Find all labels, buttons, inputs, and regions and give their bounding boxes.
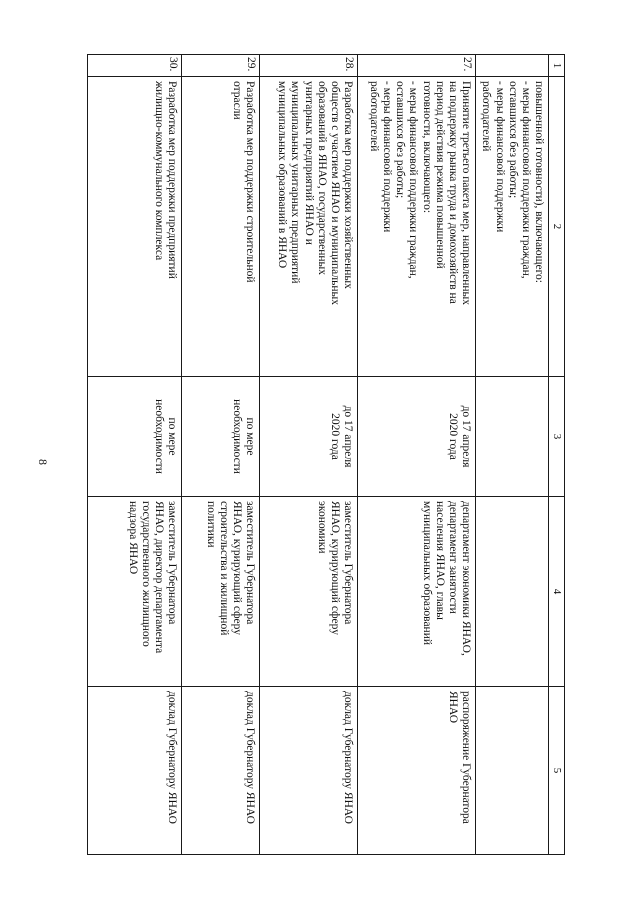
measure-cell-line: Разработка мер поддержки предприятий [166,81,179,279]
measure-cell-line: унитарных предприятий ЯНАО и [302,81,315,245]
header-col-2: 2 [549,77,565,377]
responsible-cell [88,497,182,687]
completion-form-cell [358,687,476,855]
completion-form-cell-line: доклад Губернатору ЯНАО [244,691,257,824]
measure-cell-line: оставшихся без работы; [506,81,519,199]
completion-form-cell [182,687,260,855]
measure-cell-line: - меры финансовой поддержки граждан, [520,81,533,279]
measure-cell-line: - меры финансовой поддержки [380,81,393,233]
rotated-table-container [105,54,565,854]
responsible-cell-line: департамент занятости [447,501,460,614]
completion-form-cell-line: распоряжение Губернатора [460,691,473,824]
responsible-cell-line: государственного жилищного [139,501,152,647]
deadline-cell-line: до 17 апреля [460,405,473,468]
deadline-cell [476,377,549,497]
measure-cell-line: оставшихся без работы; [394,81,407,199]
measure-cell-line: готовности, включающего: [420,81,433,214]
completion-form-cell-line: доклад Губернатору ЯНАО [342,691,355,824]
measure-cell-line: - меры финансовой поддержки [493,81,506,233]
table-row [182,55,260,855]
measure-cell-line: муниципальных образований в ЯНАО [276,81,289,269]
measure-cell [476,77,549,377]
completion-form-cell-line: ЯНАО [447,691,460,724]
table-row [476,55,549,855]
measure-cell-line: отрасли [231,81,244,120]
measures-table [87,54,565,855]
responsible-cell-line: политики [204,501,217,548]
table-row [358,55,476,855]
deadline-cell-line: необходимости [153,399,166,474]
deadline-cell-line: до 17 апреля [342,405,355,468]
deadline-cell-line: необходимости [231,399,244,474]
deadline-cell-line: 2020 года [329,413,342,460]
responsible-cell-line: заместитель Губернатора [244,501,257,625]
header-col-3: 3 [549,377,565,497]
responsible-cell-line: муниципальных образований [420,501,433,646]
completion-form-cell [260,687,358,855]
header-col-4: 4 [549,497,565,687]
responsible-cell-line: населения ЯНАО, главы [433,501,446,620]
responsible-cell-line: заместитель Губернатора [166,501,179,625]
responsible-cell-line: надзора ЯНАО [126,501,139,575]
deadline-cell [182,377,260,497]
measure-cell-line: муниципальных унитарных предприятий [289,81,302,284]
measure-cell-line: Разработка мер поддержки хозяйственных [342,81,355,289]
responsible-cell-line: департамент экономики ЯНАО, [460,501,473,656]
measure-cell [358,77,476,377]
measure-cell-line: Разработка мер поддержки строительной [244,81,257,283]
measure-cell [88,77,182,377]
deadline-cell [260,377,358,497]
header-col-5: 5 [549,687,565,855]
row-number: 28. [260,55,358,77]
row-number [476,55,549,77]
row-number: 29. [182,55,260,77]
row-number: 27. [358,55,476,77]
measure-cell-line: образований в ЯНАО, государственных [315,81,328,276]
responsible-cell-line: заместитель Губернатора [342,501,355,625]
measure-cell-line: на поддержку рынка труда и домохозяйств на [447,81,460,304]
responsible-cell-line: строительства и жилищной [217,501,230,636]
measure-cell [260,77,358,377]
measure-cell-line: работодателей [367,81,380,152]
measure-cell-line: повышенной готовности), включающего: [533,81,546,283]
row-number: 30. [88,55,182,77]
page-number: 8 [36,459,50,465]
header-row [549,55,565,855]
deadline-cell-line: 2020 года [447,413,460,460]
responsible-cell-line: экономики [315,501,328,554]
responsible-cell [358,497,476,687]
deadline-cell [88,377,182,497]
responsible-cell [182,497,260,687]
responsible-cell [476,497,549,687]
responsible-cell-line: ЯНАО, директор департамента [153,501,166,654]
responsible-cell-line: ЯНАО, курирующий сферу [231,501,244,635]
deadline-cell-line: по мере [166,417,179,456]
measure-cell-line: жилищно-коммунального комплекса [153,81,166,261]
measure-cell-line: период действия режима повышенной [433,81,446,269]
deadline-cell [358,377,476,497]
measure-cell-line: Принятие третьего пакета мер, направленных [460,81,473,305]
measure-cell-line: - меры финансовой поддержки граждан, [407,81,420,279]
table-row [88,55,182,855]
completion-form-cell [476,687,549,855]
measure-cell-line: работодателей [480,81,493,152]
deadline-cell-line: по мере [244,417,257,456]
completion-form-cell [88,687,182,855]
responsible-cell-line: ЯНАО, курирующий сферу [329,501,342,635]
completion-form-cell-line: доклад Губернатору ЯНАО [166,691,179,824]
header-col-1: 1 [549,55,565,77]
responsible-cell [260,497,358,687]
table-row [260,55,358,855]
measure-cell [182,77,260,377]
measure-cell-line: обществ с участием ЯНАО и муниципальных [329,81,342,305]
